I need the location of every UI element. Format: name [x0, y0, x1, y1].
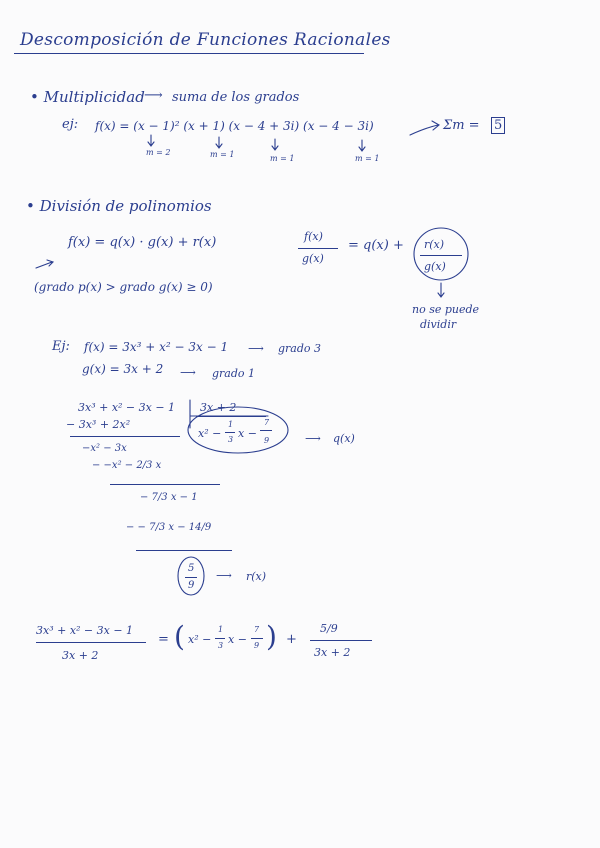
final-r-den: 3x + 2 [314, 646, 351, 659]
remainder-frac-den: g(x) [424, 260, 446, 273]
final-paren-close: ) [266, 620, 277, 653]
final-q-b: x − [228, 633, 247, 646]
down-arrow-3 [272, 139, 278, 150]
section1-arrow: ⟶ [144, 88, 163, 103]
quotient-b: x − [238, 427, 257, 440]
final-q-a: x² − [188, 633, 212, 646]
final-lhs-den: 3x + 2 [62, 649, 99, 662]
final-q-f1-num: 1 [218, 625, 224, 634]
division-equals-q: = q(x) + [348, 238, 404, 253]
step1-bar [70, 436, 180, 437]
note-arrow [438, 283, 444, 297]
step2-bar [110, 484, 220, 485]
divisor-bar [196, 416, 266, 417]
division-divisor: 3x + 2 [200, 401, 237, 414]
f-degree-arrow: ⟶ [248, 342, 264, 355]
down-arrow-4 [359, 140, 365, 151]
final-q-f2-num: 7 [254, 625, 260, 634]
multiplicity-1: m = 2 [146, 148, 171, 157]
quotient-frac2-bar [260, 430, 272, 431]
down-arrow-2 [216, 137, 222, 148]
final-r-num: 5/9 [320, 622, 338, 635]
degree-condition: (grado p(x) > grado g(x) ≥ 0) [34, 280, 213, 294]
page-title: Descomposición de Funciones Racionales [20, 30, 391, 50]
division-step1: − 3x³ + 2x² [66, 418, 131, 431]
multiplicity-sum-label: Σm = [443, 118, 480, 133]
g-definition: g(x) = 3x + 2 [82, 362, 164, 376]
final-lhs-bar [36, 642, 146, 643]
condition-arrow [36, 260, 53, 268]
final-q-f2-den: 9 [254, 641, 260, 650]
division-frac-num: f(x) [304, 230, 323, 243]
q-label: q(x) [333, 432, 355, 445]
remainder-bar [185, 577, 197, 578]
final-plus: + [286, 632, 297, 647]
f-definition: f(x) = 3x³ + x² − 3x − 1 [84, 340, 229, 354]
section1-description: suma de los grados [172, 90, 300, 105]
note-line2: dividir [420, 318, 457, 331]
sum-arrow [410, 121, 439, 135]
example1-label: ej: [62, 117, 79, 132]
multiplicity-4: m = 1 [355, 154, 380, 163]
q-arrow: ⟶ [305, 432, 321, 445]
division-rem2: − 7/3 x − 1 [140, 492, 198, 503]
final-equals: = [158, 632, 169, 647]
note-line1: no se puede [412, 303, 480, 316]
quotient-frac1-den: 3 [228, 435, 234, 444]
final-q-f1-bar [215, 638, 225, 639]
g-degree: grado 1 [212, 367, 256, 380]
quotient-frac2-num: 7 [264, 418, 270, 427]
division-dividend: 3x³ + x² − 3x − 1 [78, 401, 176, 414]
example1-expression: f(x) = (x − 1)² (x + 1) (x − 4 + 3i) (x − 4 − 3i) [95, 119, 374, 133]
final-lhs-num: 3x³ + x² − 3x − 1 [36, 624, 134, 637]
r-label: r(x) [246, 570, 267, 583]
remainder-frac-num: r(x) [424, 238, 445, 251]
multiplicity-sum-value: 5 [491, 118, 505, 133]
division-step3: − − 7/3 x − 14/9 [126, 522, 212, 533]
multiplicity-2: m = 1 [210, 150, 235, 159]
division-frac-bar [298, 248, 338, 249]
section2-heading: • División de polinomios [26, 197, 212, 215]
remainder-num: 5 [188, 563, 195, 574]
division-step2: − −x² − 2/3 x [92, 460, 162, 471]
final-r-bar [310, 640, 372, 641]
g-degree-arrow: ⟶ [180, 366, 196, 379]
example2-label: Ej: [52, 339, 70, 354]
section1-heading: • Multiplicidad [30, 88, 145, 106]
quotient-frac1-num: 1 [228, 420, 234, 429]
quotient-a: x² − [198, 427, 222, 440]
quotient-frac2-den: 9 [264, 436, 270, 445]
f-degree: grado 3 [278, 342, 322, 355]
final-paren-open: ( [174, 620, 185, 653]
division-frac-den: g(x) [302, 252, 324, 265]
remainder-frac-bar [420, 255, 462, 256]
division-rem1: −x² − 3x [82, 443, 127, 454]
final-q-f2-bar [251, 638, 263, 639]
r-arrow: ⟶ [216, 569, 232, 582]
final-q-f1-den: 3 [218, 641, 224, 650]
title-underline [14, 53, 364, 54]
step3-bar [136, 550, 232, 551]
down-arrow-1 [148, 135, 154, 146]
division-identity: f(x) = q(x) · g(x) + r(x) [68, 235, 217, 250]
quotient-frac1-bar [225, 432, 235, 433]
remainder-den: 9 [188, 580, 195, 591]
multiplicity-3: m = 1 [270, 154, 295, 163]
